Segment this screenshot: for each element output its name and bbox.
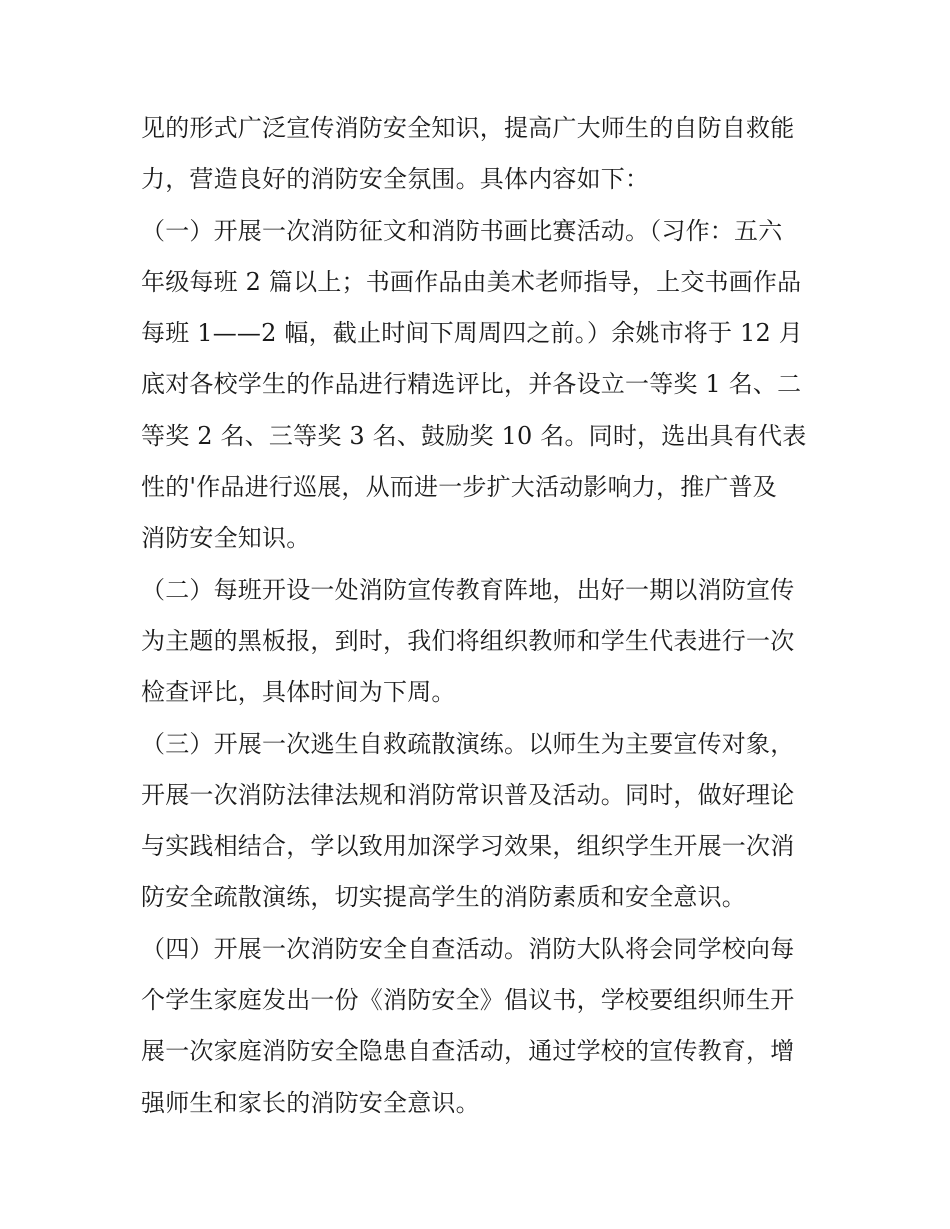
text-line: 个学生家庭发出一份《消防安全》倡议书，学校要组织师生开 [141, 986, 795, 1015]
text-line: 等奖 2 名、三等奖 3 名、鼓励奖 10 名。同时，选出具有代表 [141, 421, 807, 450]
text-line: （二）每班开设一处消防宣传教育阵地，出好一期以消防宣传 [141, 575, 795, 604]
text-line: 见的形式广泛宣传消防安全知识，提高广大师生的自防自救能 [141, 114, 795, 142]
text-line: 展一次家庭消防安全隐患自查活动，通过学校的宣传教育，增 [141, 1037, 795, 1066]
text-line: 性的'作品进行巡展，从而进一步扩大活动影响力，推广普及 [141, 473, 777, 502]
text-line: 消防安全知识。 [141, 524, 311, 553]
text-line: 强师生和家长的消防安全意识。 [141, 1088, 480, 1117]
text-line: 力，营造良好的消防安全氛围。具体内容如下： [141, 165, 650, 194]
text-line: （一）开展一次消防征文和消防书画比赛活动。（习作：五六 [141, 216, 783, 245]
text-line: 底对各校学生的作品进行精选评比，并各设立一等奖 1 名、二 [141, 370, 802, 399]
text-line: 为主题的黑板报，到时，我们将组织教师和学生代表进行一次 [141, 626, 795, 655]
document-body [141, 103, 813, 1129]
text-line: 开展一次消防法律法规和消防常识普及活动。同时，做好理论 [141, 780, 795, 809]
text-line: （三）开展一次逃生自救疏散演练。以师生为主要宣传对象， [141, 729, 795, 758]
text-line: 每班 1——2 幅，截止时间下周周四之前。）余姚市将于 12 月 [141, 319, 803, 348]
text-line: 检查评比，具体时间为下周。 [141, 678, 456, 707]
text-line: 防安全疏散演练，切实提高学生的消防素质和安全意识。 [141, 883, 746, 912]
text-line: （四）开展一次消防安全自查活动。消防大队将会同学校向每 [141, 934, 795, 963]
text-line: 与实践相结合，学以致用加深学习效果，组织学生开展一次消 [141, 832, 795, 861]
text-line: 年级每班 2 篇以上；书画作品由美术老师指导，上交书画作品 [141, 267, 802, 296]
